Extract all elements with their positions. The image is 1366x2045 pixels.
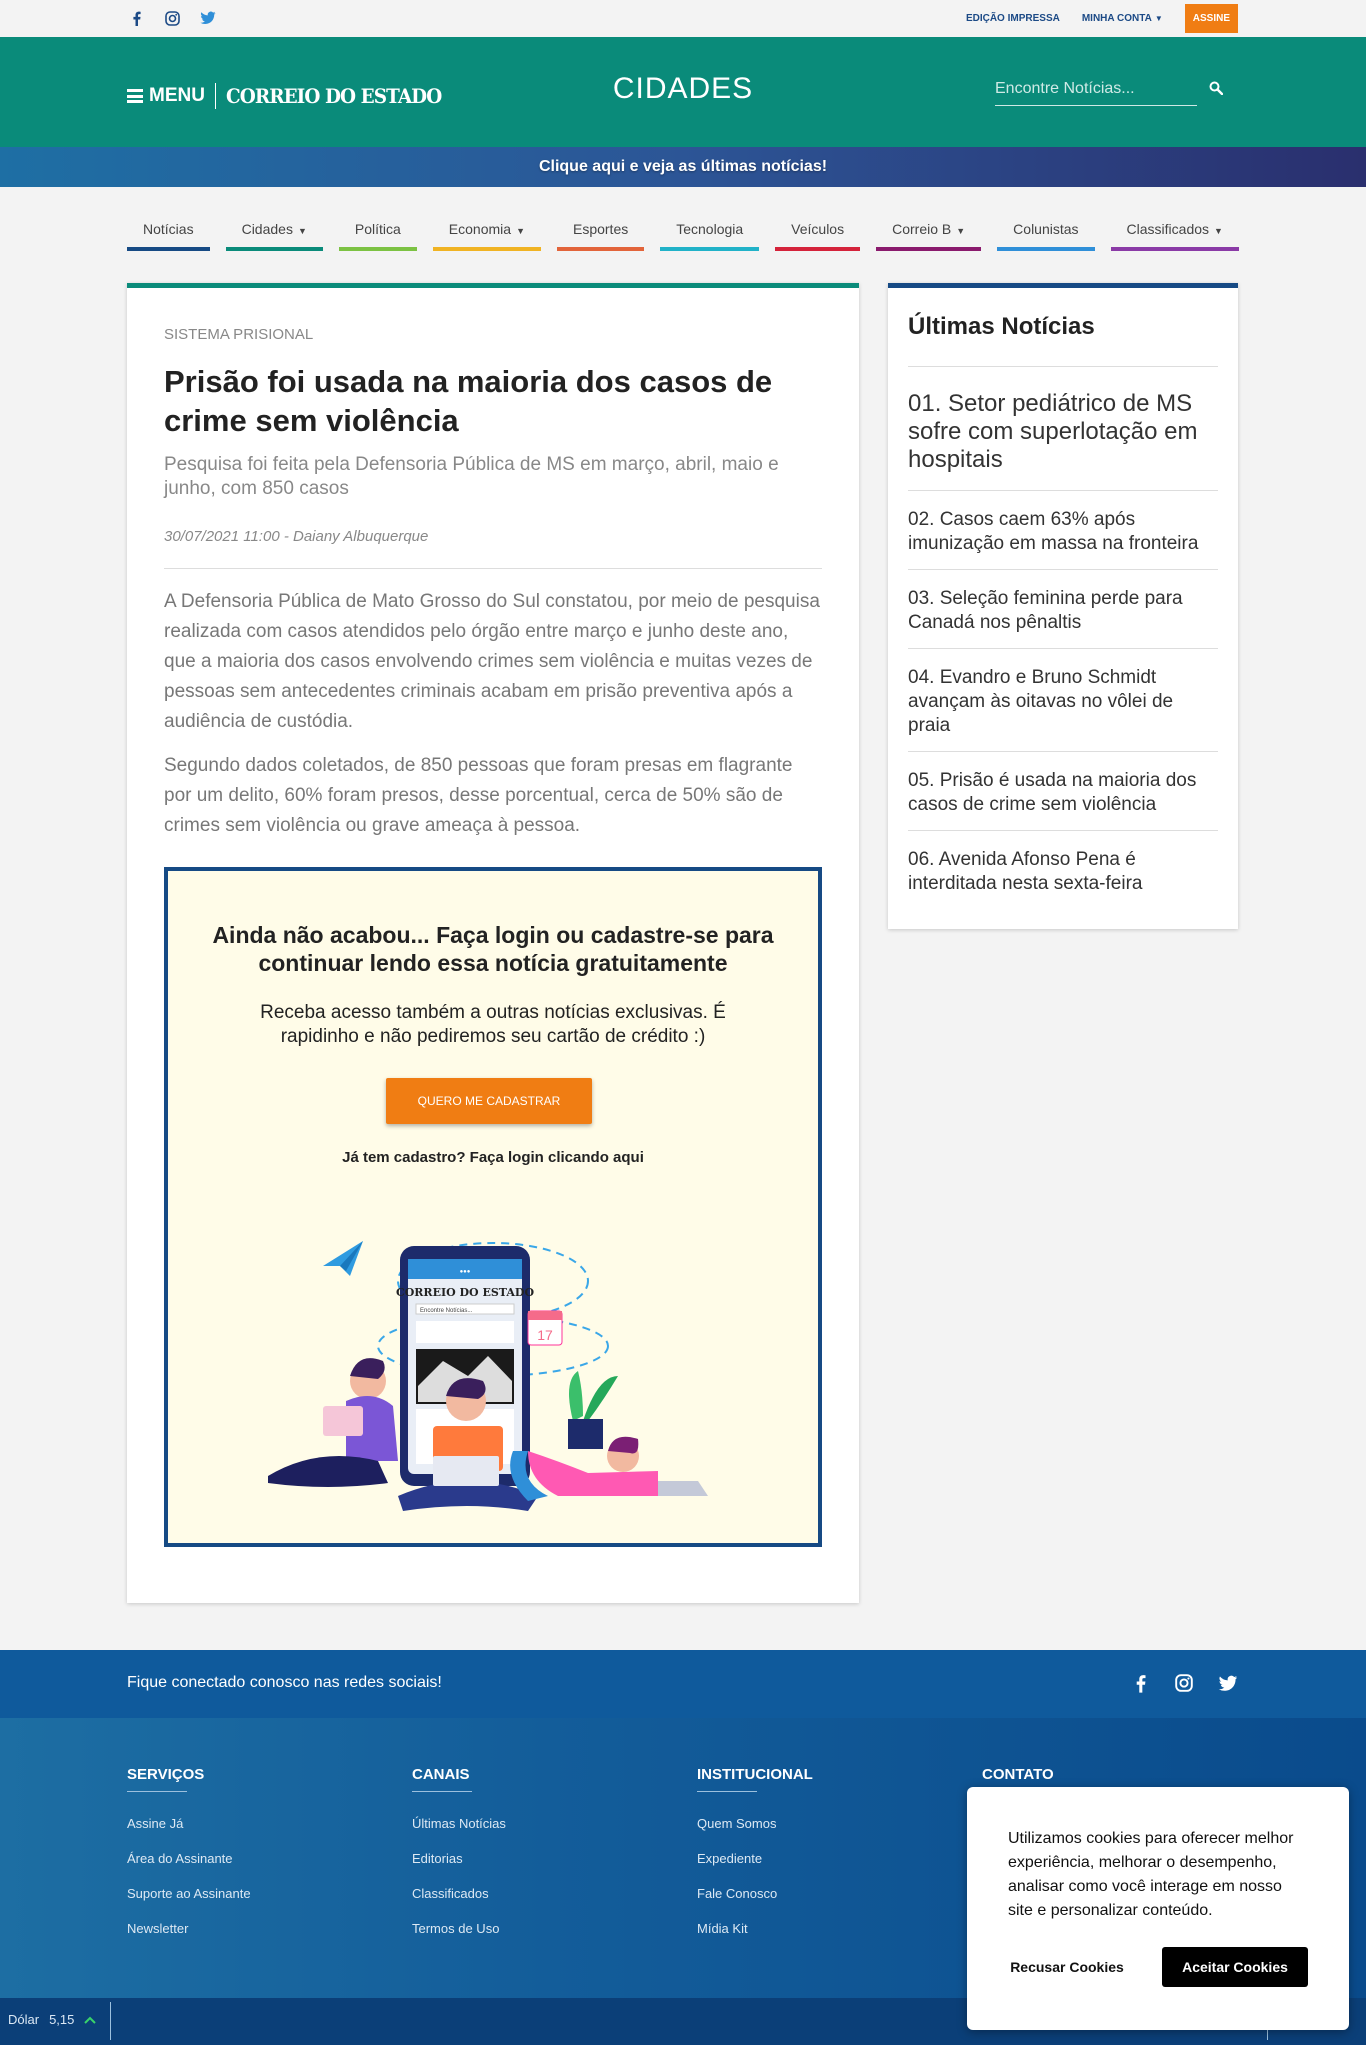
- paywall-subtitle: Receba acesso também a outras notícias exclusivas. É rapidinho e não pediremos seu cartão de crédito :): [260, 1002, 726, 1047]
- nav-item-label: Tecnologia: [676, 221, 744, 237]
- latest-news-item[interactable]: 05. Prisão é usada na maioria dos casos de crime sem violência: [908, 752, 1218, 831]
- footer-social-links: [1129, 1672, 1239, 1694]
- reading-people-illustration: [228, 1211, 758, 1521]
- search-icon[interactable]: [1209, 81, 1225, 97]
- footer-link[interactable]: Editorias: [412, 1851, 463, 1866]
- caret-down-icon: ▼: [956, 226, 966, 236]
- footer-column-title: SERVIÇOS: [127, 1766, 205, 1783]
- accept-cookies-button[interactable]: Aceitar Cookies: [1162, 1947, 1308, 1987]
- footer-column-title: CANAIS: [412, 1766, 470, 1783]
- dolar-quote: [8, 2012, 96, 2027]
- register-button[interactable]: QUERO ME CADASTRAR: [386, 1078, 592, 1124]
- ticker-separator: [110, 2002, 111, 2040]
- caret-down-icon: ▼: [297, 226, 307, 236]
- footer-link[interactable]: Últimas Notícias: [412, 1816, 506, 1831]
- footer-column-servicos: [127, 1766, 251, 1956]
- dolar-value: 5,15: [49, 2012, 75, 2027]
- footer-title-underline: [697, 1791, 757, 1792]
- category-nav: [127, 218, 1239, 251]
- footer-link[interactable]: Assine Já: [127, 1816, 184, 1831]
- caret-down-icon: ▼: [1154, 14, 1163, 23]
- footer-link[interactable]: Expediente: [697, 1851, 763, 1866]
- instagram-icon[interactable]: [163, 9, 181, 27]
- calendar-day-text: 17: [537, 1327, 553, 1343]
- latest-news-item[interactable]: 04. Evandro e Bruno Schmidt avançam às oitavas no vôlei de praia: [908, 649, 1218, 752]
- latest-news-banner[interactable]: Clique aqui e veja as últimas notícias!: [0, 147, 1366, 187]
- phone-search-text: Encontre Notícias...: [420, 1308, 473, 1314]
- footer-column-canais: [412, 1766, 506, 1956]
- cookie-text: Utilizamos cookies para oferecer melhor experiência, melhorar o desempenho, analisar como você interage em nosso site e personalizar conteúdo.: [1008, 1830, 1294, 1919]
- edicao-impressa-link[interactable]: EDIÇÃO IMPRESSA: [965, 13, 1060, 24]
- nav-item-label: Cidades: [241, 221, 293, 237]
- top-social-links: [127, 9, 217, 27]
- twitter-icon[interactable]: [1217, 1672, 1239, 1694]
- menu-label: MENU: [149, 85, 205, 106]
- dolar-label: Dólar: [8, 2012, 40, 2027]
- article-card: [127, 283, 859, 1603]
- arrow-up-icon: [84, 2012, 96, 2027]
- nav-item-label: Colunistas: [1013, 221, 1079, 237]
- section-title: CIDADES: [612, 72, 754, 105]
- latest-news-sidebar: [888, 283, 1238, 929]
- cookie-consent-dialog: [967, 1787, 1349, 2030]
- footer-title-underline: [127, 1791, 187, 1792]
- article-subtitle: Pesquisa foi feita pela Defensoria Pública de MS em março, abril, maio e junho, com 850 casos: [164, 454, 779, 499]
- footer-social-bar: [0, 1650, 1366, 1718]
- site-header: [0, 37, 1366, 147]
- footer-link[interactable]: Termos de Uso: [412, 1921, 500, 1936]
- footer-connect-text: Fique conectado conosco nas redes sociais!: [127, 1674, 442, 1691]
- footer-title-underline: [412, 1791, 472, 1792]
- footer-link[interactable]: Mídia Kit: [697, 1921, 748, 1936]
- minha-conta-label: MINHA CONTA: [1081, 13, 1152, 24]
- latest-news-item[interactable]: 06. Avenida Afonso Pena é interditada nesta sexta-feira: [908, 849, 1143, 894]
- nav-item-not-cias[interactable]: [127, 218, 210, 251]
- assine-button[interactable]: ASSINE: [1185, 4, 1238, 33]
- footer-link[interactable]: Fale Conosco: [697, 1886, 778, 1901]
- search-input[interactable]: Encontre Notícias...: [995, 80, 1197, 106]
- footer-link[interactable]: Área do Assinante: [127, 1851, 233, 1866]
- nav-item-label: Classificados: [1126, 221, 1210, 237]
- footer-column-title: CONTATO: [982, 1766, 1054, 1783]
- footer-link[interactable]: Quem Somos: [697, 1816, 777, 1831]
- top-links: [966, 4, 1238, 33]
- nav-item-label: Notícias: [143, 221, 194, 237]
- reject-cookies-button[interactable]: Recusar Cookies: [1010, 1959, 1124, 1975]
- nav-item-label: Veículos: [791, 221, 845, 237]
- site-logo[interactable]: CORREIO DO ESTADO: [225, 84, 442, 108]
- nav-item-label: Correio B: [892, 221, 952, 237]
- nav-item-tecnologia[interactable]: [660, 218, 759, 251]
- facebook-icon[interactable]: [1129, 1672, 1151, 1694]
- nav-item-pol-tica[interactable]: [339, 218, 417, 251]
- nav-item-label: Economia: [448, 221, 512, 237]
- nav-item-correio-b[interactable]: [876, 218, 981, 251]
- nav-item-classificados[interactable]: [1111, 218, 1239, 251]
- nav-item-economia[interactable]: [433, 218, 541, 251]
- article-divider: [164, 568, 822, 569]
- phone-header-text: ●●●: [459, 1269, 471, 1275]
- nav-item-ve-culos[interactable]: [775, 218, 860, 251]
- twitter-icon[interactable]: [199, 9, 217, 27]
- nav-item-cidades[interactable]: [226, 218, 323, 251]
- article-kicker: SISTEMA PRISIONAL: [164, 326, 314, 343]
- nav-item-label: Esportes: [572, 221, 629, 237]
- phone-logo-text: CORREIO DO ESTADO: [395, 1286, 535, 1299]
- article-byline: 30/07/2021 11:00 - Daiany Albuquerque: [164, 528, 429, 545]
- caret-down-icon: ▼: [1214, 226, 1223, 236]
- nav-item-colunistas[interactable]: [997, 218, 1094, 251]
- caret-down-icon: ▼: [516, 226, 525, 236]
- footer-link[interactable]: Newsletter: [127, 1921, 189, 1936]
- latest-news-item[interactable]: 02. Casos caem 63% após imunização em massa na fronteira: [908, 491, 1218, 570]
- footer-link[interactable]: Suporte ao Assinante: [127, 1886, 251, 1901]
- latest-news-list: [908, 367, 1218, 909]
- top-bar: [0, 0, 1366, 37]
- sidebar-title: Últimas Notícias: [908, 313, 1095, 340]
- article-paragraph: Segundo dados coletados, de 850 pessoas que foram presas em flagrante por um delito, 60% foram presos, desse porcentual, cerca de 50% são de crimes sem violência ou grave ameaça à pessoa.: [164, 755, 793, 836]
- login-link[interactable]: Já tem cadastro? Faça login clicando aqui: [342, 1149, 644, 1166]
- minha-conta-dropdown[interactable]: [1082, 13, 1163, 24]
- footer-column-title: INSTITUCIONAL: [697, 1766, 813, 1783]
- paywall-box: [164, 867, 822, 1547]
- footer-column-institucional: [697, 1766, 813, 1956]
- footer-link[interactable]: Classificados: [412, 1886, 489, 1901]
- article-headline: Prisão foi usada na maioria dos casos de crime sem violência: [164, 364, 773, 438]
- latest-news-item[interactable]: 01. Setor pediátrico de MS sofre com superlotação em hospitais: [908, 367, 1218, 491]
- latest-news-item[interactable]: 03. Seleção feminina perde para Canadá nos pênaltis: [908, 570, 1218, 649]
- article-paragraph: A Defensoria Pública de Mato Grosso do Sul constatou, por meio de pesquisa realizada com casos atendidos pelo órgão entre março e junho deste ano, que a maioria dos casos envolvendo crimes sem violência e muitas vezes de pessoas sem antecedentes criminais acabam em prisão preventiva após a audiência de custódia.: [164, 591, 820, 732]
- facebook-icon[interactable]: [127, 9, 145, 27]
- nav-item-label: Política: [354, 221, 401, 237]
- instagram-icon[interactable]: [1173, 1672, 1195, 1694]
- paywall-title: Ainda não acabou... Faça login ou cadastre-se para continuar lendo essa notícia gratuitamente: [212, 922, 774, 976]
- nav-item-esportes[interactable]: [557, 218, 644, 251]
